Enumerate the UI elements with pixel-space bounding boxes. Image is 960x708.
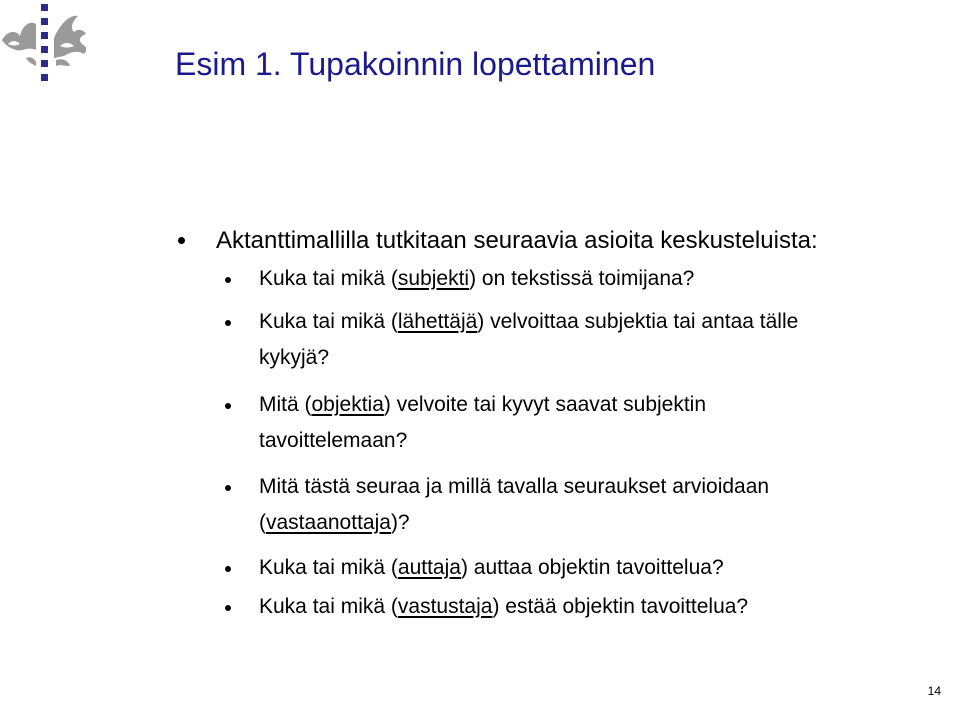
bullet-text-pre: Kuka tai mikä ( <box>259 310 398 333</box>
bullet-text-cont-post: )? <box>390 511 410 534</box>
bullet-lahettaja-continuation <box>259 345 329 371</box>
bullet-subjekti <box>259 266 694 292</box>
bullet-dot <box>225 485 231 491</box>
term-auttaja: auttaja <box>397 556 461 579</box>
bullet-vastaanottaja-continuation <box>259 510 410 536</box>
term-subjekti: subjekti <box>397 267 470 290</box>
page-number: 14 <box>927 684 941 698</box>
bullet-objekti-continuation <box>259 428 407 454</box>
bullet-auttaja <box>259 555 724 581</box>
bullet-text-cont-pre: ( <box>259 511 266 534</box>
term-vastaanottaja: vastaanottaja <box>266 511 391 534</box>
bullet-dot <box>225 277 231 283</box>
bullet-text-cont: kykyjä? <box>259 346 330 369</box>
bullet-vastustaja <box>259 594 748 620</box>
bullet-intro-text: Aktanttimallilla tutkitaan seuraavia asioita keskusteluista: <box>216 227 818 254</box>
slide-title: Esim 1. Tupakoinnin lopettaminen <box>175 46 656 82</box>
bullet-text-pre: Kuka tai mikä ( <box>259 267 398 290</box>
bullet-dot <box>225 403 231 409</box>
bullet-text-post: ) velvoittaa subjektia tai antaa tälle <box>477 310 799 333</box>
bullet-text-pre: Mitä ( <box>259 393 312 416</box>
bullet-dot <box>225 605 231 611</box>
bullet-text-post: ) on tekstissä toimijana? <box>469 267 695 290</box>
bullet-dot <box>225 320 231 326</box>
bullet-lahettaja <box>259 309 798 335</box>
bullet-text-post: ) estää objektin tavoittelua? <box>492 595 749 618</box>
term-objektia: objektia <box>311 393 384 416</box>
term-vastustaja: vastustaja <box>397 595 493 618</box>
bullet-objekti <box>259 392 706 418</box>
bullet-text-post: ) velvoite tai kyvyt saavat subjektin <box>383 393 707 416</box>
bullet-vastaanottaja <box>259 474 769 500</box>
bullet-text-cont: tavoittelemaan? <box>259 429 408 452</box>
bullet-text-pre: Kuka tai mikä ( <box>259 595 398 618</box>
bullet-dot <box>178 237 185 244</box>
bullet-text-pre: Kuka tai mikä ( <box>259 556 398 579</box>
term-lahettaja: lähettäjä <box>397 310 478 333</box>
bullet-intro <box>216 226 818 256</box>
bullet-text-post: ) auttaa objektin tavoittelua? <box>460 556 724 579</box>
bullet-text-pre: Mitä tästä seuraa ja millä tavalla seuraukset arvioidaan <box>259 475 770 498</box>
bullet-dot <box>225 566 231 572</box>
